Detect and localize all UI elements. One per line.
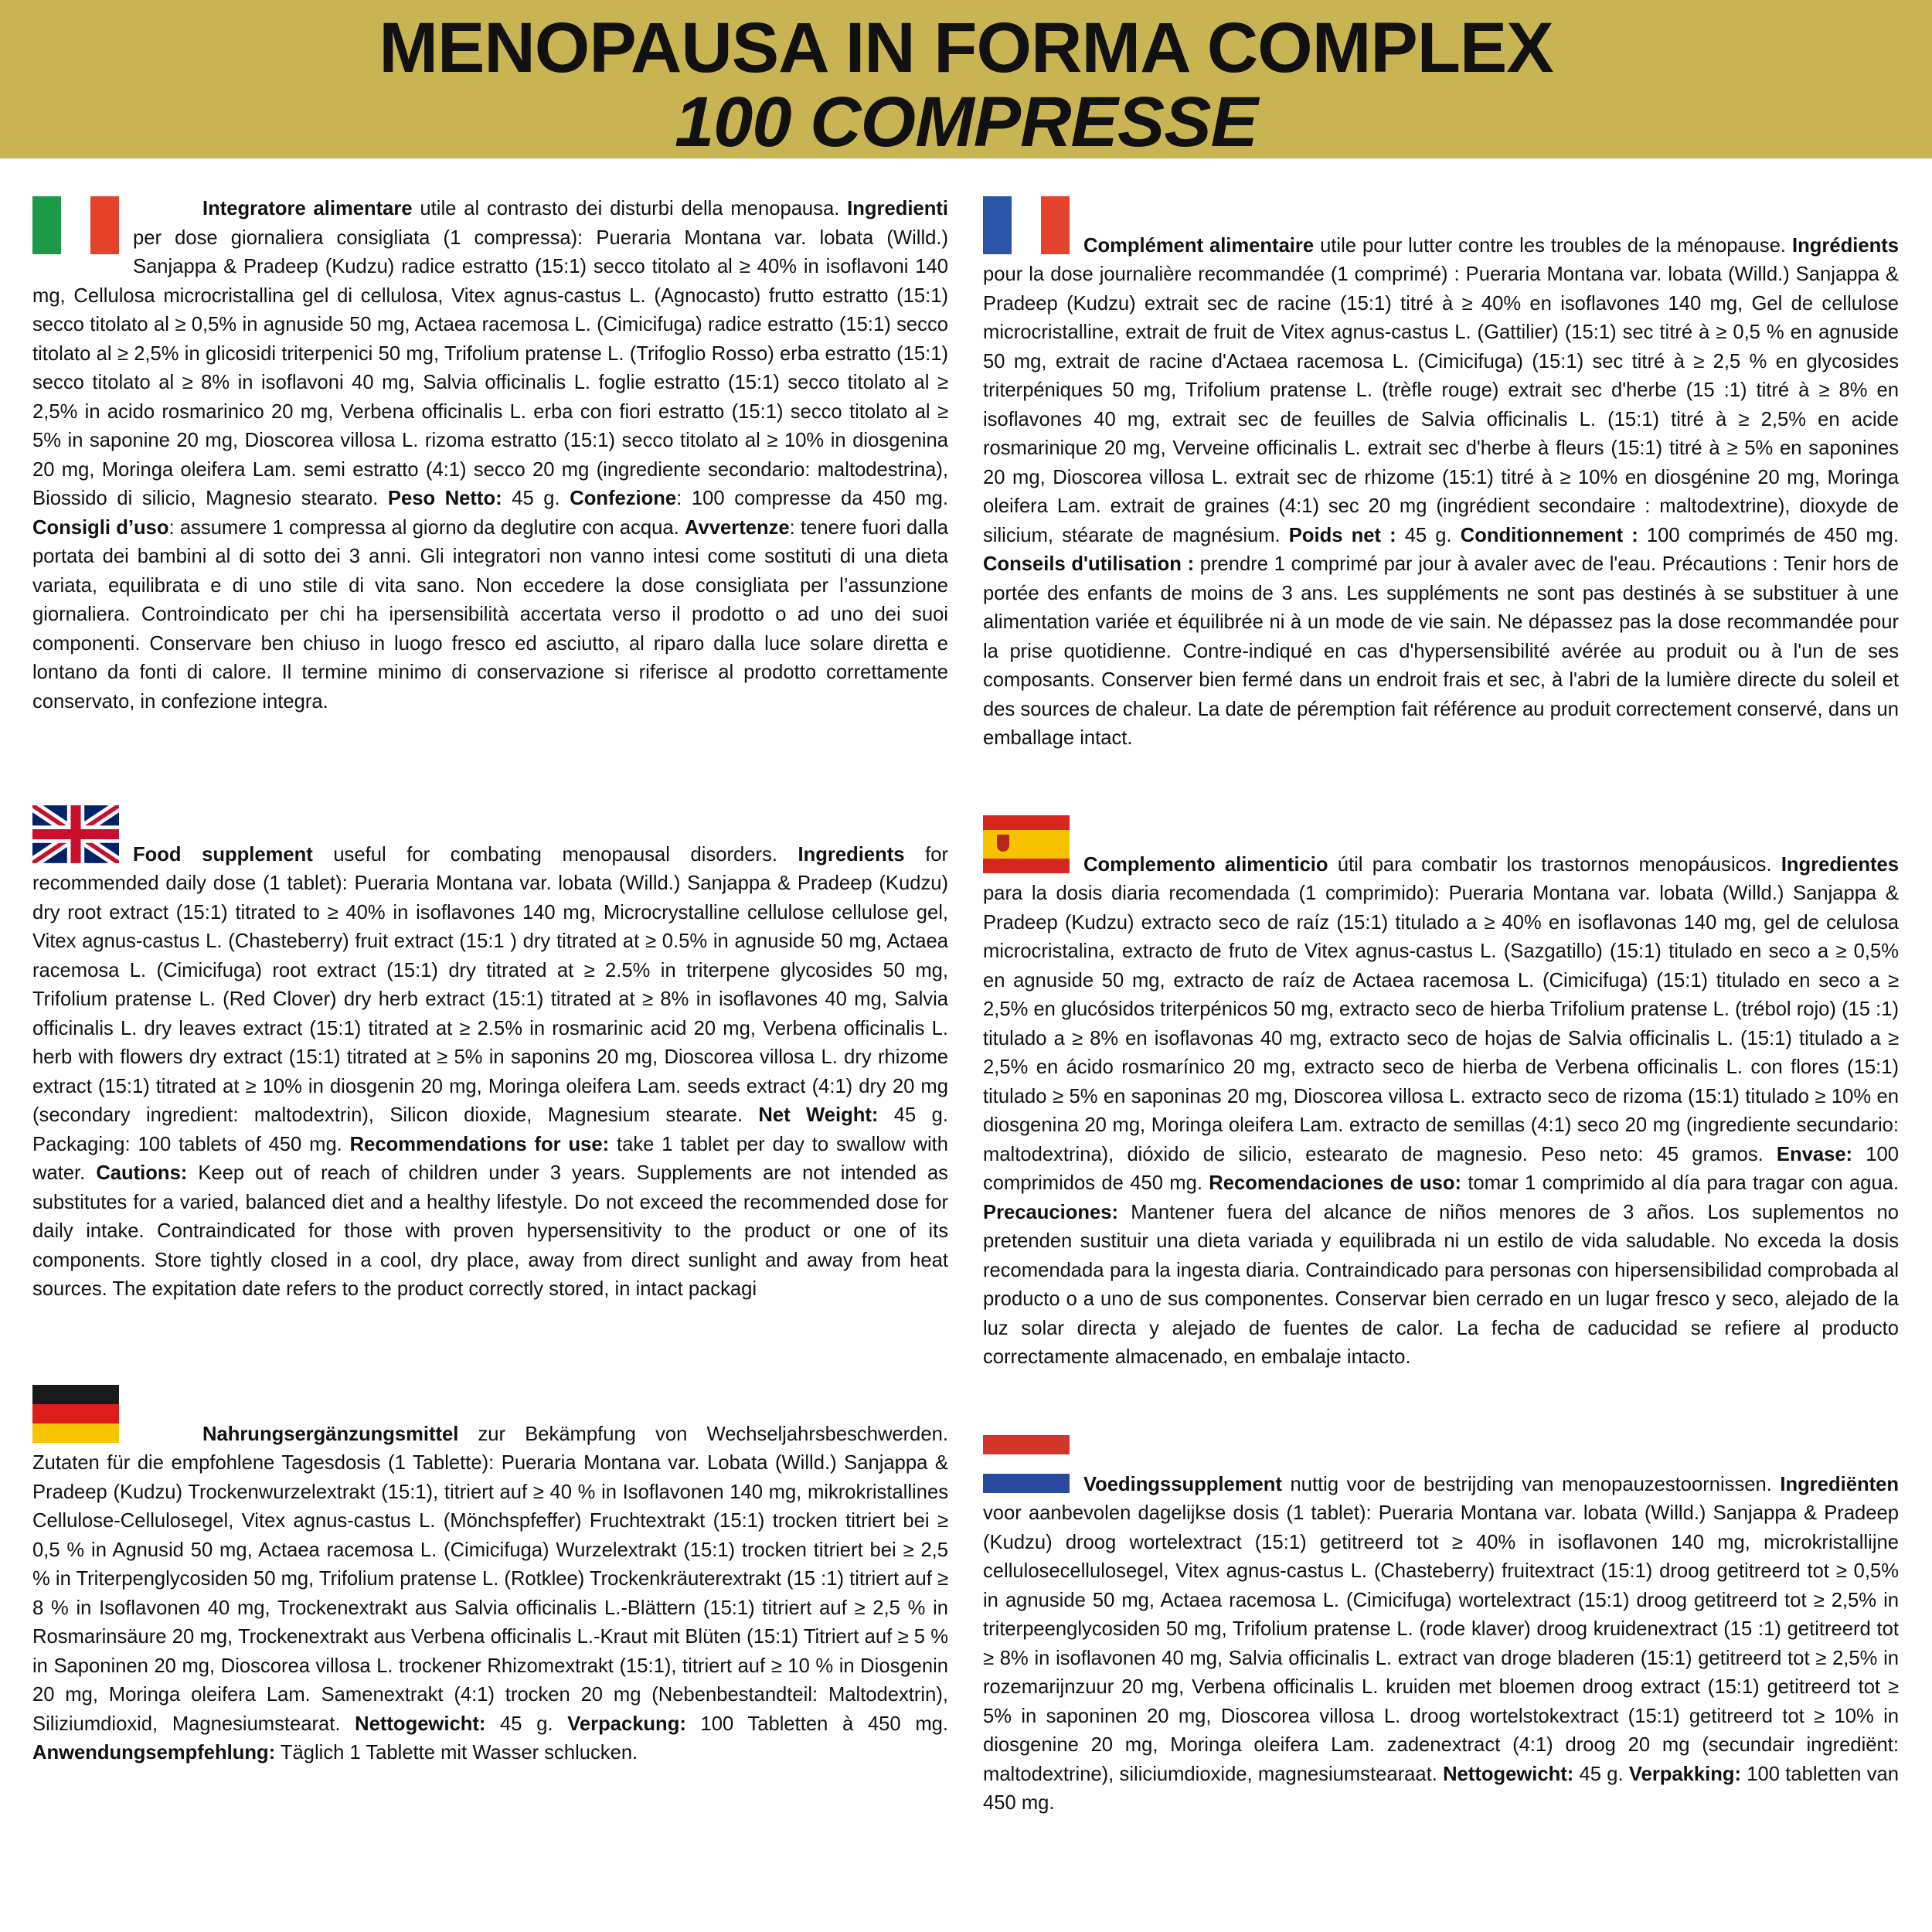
title-banner (0, 0, 1932, 162)
uk-flag-icon (32, 805, 119, 863)
product-subtitle: 100 COMPRESSE (675, 83, 1257, 162)
product-title: MENOPAUSA IN FORMA COMPLEX (379, 9, 1553, 87)
section-dutch: Voedingssupplement nuttig voor de bestrijding van menopauzestoornissen. Ingrediënten voor aanbevolen dagelijkse dosis (1 tablet): Pueraria Montana var. lobata (Willd.) Sanjappa & Pradeep (Kudzu) droog wortelextract (15:1) getitreerd tot ≥ 40% in isoflavonen 140 mg, microkristallijne cellulosecellulosegel, Vitex agnus-castus L. (Chasteberry) fruitextract (15:1) droog getitreerd tot ≥ 0,5% in agnuside 50 mg, Actaea racemosa L. (Cimicifuga) wortelextract (15:1) droog getitreerd tot ≥ 2,5% in triterpeenglycosiden 50 mg, Trifolium pratense L. (rode klaver) droog kruidenextract (15 :1) getitreerd tot ≥ 8% in isoflavonen 40 mg, Salvia officinalis L. extract van droge bladeren (15:1) getitreerd tot ≥ 2,5% in rozemarijnzuur 20 mg, Verbena officinalis L. kruiden met bloemen droog extract (15:1) getitreerd tot ≥ 5% in saponinen 20 mg, Dioscorea villosa L. droog wortelstokextract (15:1) getitreerd tot ≥ 10% in diosgenine 20 mg, Moringa oleifera Lam. zadenextract (4:1) droog 20 mg (secundair ingrediënt: maltodextrine), siliciumdioxide, magnesiumstearaat. Nettogewicht: 45 g. Verpakking: 100 tabletten van 450 mg. (983, 1434, 1899, 1818)
france-flag-icon (983, 196, 1070, 254)
italy-flag-icon (32, 196, 119, 254)
netherlands-flag-icon (983, 1435, 1070, 1493)
section-spanish: Complemento alimenticio útil para combatir los trastornos menopáusicos. Ingredientes para la dosis diaria recomendada (1 comprimido): Pueraria Montana var. lobata (Willd.) Sanjappa & Pradeep (Kudzu) extracto seco de raíz (15:1) titulado a ≥ 40% en isoflavonas 140 mg, gel de celulosa microcristalina, extracto de fruto de Vitex agnus-castus L. (Sazgatillo) (15:1) titulado en seco a ≥ 0,5% en agnuside 50 mg, extracto de raíz de Actaea racemosa L. (Cimicifuga) (15:1) titulado en seco a ≥ 2,5% en glucósidos triterpénicos 50 mg, extracto seco de hierba Trifolium pratense L. (trébol rojo) (15 :1) titulado a ≥ 8% en isoflavonas 40 mg, extracto seco de hojas de Salvia officinalis L. (15:1) titulado a ≥ 2,5% en ácido rosmarínico 20 mg, extracto seco de hierba de Verbena officinalis L. con flores (15:1) titulado ≥ 5% en saponinas 20 mg, Dioscorea villosa L. extracto seco de rizoma (15:1) titulado ≥ 10% en diosgenina 20 mg, Moringa oleifera Lam. extracto de semillas (4:1) seco 20 mg (ingrediente secundario: maltodextrina), dióxido de silicio, estearato de magnesio. Peso neto: 45 gramos. Envase: 100 comprimidos de 450 mg. Recomendaciones de uso: tomar 1 comprimido al día para tragar con agua. Precauciones: Mantener fuera del alcance de niños menores de 3 años. Los suplementos no pretenden sustituir una dieta variada y equilibrada ni un estilo de vida saludable. No exceda la dosis recomendada para la ingesta diaria. Contraindicado para personas con hipersensibilidad comprobada al producto o a uno de sus componentes. Conservar bien cerrado en un lugar fresco y seco, alejado de la luz solar directa y alejado de fuentes de calor. La fecha de caducidad se refiere al producto correctamente almacenado, en embalaje intacto. (983, 814, 1899, 1372)
germany-flag-icon (32, 1385, 119, 1443)
section-german: Nahrungsergänzungsmittel zur Bekämpfung von Wechseljahrsbeschwerden. Zutaten für die empfohlene Tagesdosis (1 Tablette): Pueraria Montana var. Lobata (Willd.) Sanjappa & Pradeep (Kudzu) Trockenwurzelextrakt (15:1), titriert auf ≥ 40 % in Isoflavonen 140 mg, mikrokristallines Cellulose-Cellulosegel, Vitex agnus-castus L. (Mönchspfeffer) Fruchtextrakt (15:1) trocken titriert bei ≥ 0,5 % in Agnusid 50 mg, Actaea racemosa L. (Cimicifuga) Wurzelextrakt (15:1) trocken titriert bei ≥ 2,5 % in Triterpenglycosiden 50 mg, Trifolium pratense L. (Rotklee) Trockenkräuterextrakt (15 :1) titriert auf ≥ 8 % in Isoflavonen 40 mg, Trockenextrakt aus Salvia officinalis L.-Blättern (15:1) titriert auf ≥ 2,5 % in Rosmarinsäure 20 mg, Trockenextrakt aus Verbena officinalis L.-Kraut mit Blüten (15:1) Titriert auf ≥ 5 % in Saponinen 20 mg, Dioscorea villosa L. trockener Rhizomextrakt (15:1), titriert auf ≥ 10 % in Diosgenin 20 mg, Moringa oleifera Lam. Samenextrakt (4:1) trocken 20 mg (Nebenbestandteil: Maltodextrin), Siliziumdioxid, Magnesiumstearat. Nettogewicht: 45 g. Verpackung: 100 Tabletten à 450 mg. Anwendungsempfehlung: Täglich 1 Tablette mit Wasser schlucken. (32, 1383, 948, 1768)
section-english: Food supplement useful for combating menopausal disorders. Ingredients for recommended daily dose (1 tablet): Pueraria Montana var. lobata (Willd.) Sanjappa & Pradeep (Kudzu) dry root extract (15:1) titrated to ≥ 40% in isoflavones 140 mg, Microcrystalline cellulose cellulose gel, Vitex agnus-castus L. (Chasteberry) fruit extract (15:1 ) dry titrated at ≥ 0.5% in agnuside 50 mg, Actaea racemosa L. (Cimicifuga) root extract (15:1) dry titrated at ≥ 2.5% in triterpene glycosides 50 mg, Trifolium pratense L. (Red Clover) dry herb extract (15:1) titrated at ≥ 8% in isoflavones 40 mg, Salvia officinalis L. dry leaves extract (15:1) titrated at ≥ 2.5% in rosmarinic acid 20 mg, Verbena officinalis L. herb with flowers dry extract (15:1) titrated at ≥ 5% in saponins 20 mg, Dioscorea villosa L. dry rhizome extract (15:1) titrated at ≥ 10% in diosgenin 20 mg, Moringa oleifera Lam. seeds extract (4:1) dry 20 mg (secondary ingredient: maltodextrin), Silicon dioxide, Magnesium stearate. Net Weight: 45 g. Packaging: 100 tablets of 450 mg. Recommendations for use: take 1 tablet per day to swallow with water. Cautions: Keep out of reach of children under 3 years. Supplements are not intended as substitutes for a varied, balanced diet and a healthy lifestyle. Do not exceed the recommended dose for daily intake. Contraindicated for those with proven hypersensitivity to the product or one of its components. Store tightly closed in a cool, dry place, away from direct sunlight and away from heat sources. The expitation date refers to the product correctly stored, in intact packagi (32, 804, 948, 1304)
section-french: Complément alimentaire utile pour lutter contre les troubles de la ménopause. Ingrédients pour la dose journalière recommandée (1 comprimé) : Pueraria Montana var. lobata (Willd.) Sanjappa & Pradeep (Kudzu) extrait sec de racine (15:1) titré à ≥ 40% en isoflavones 140 mg, Gel de cellulose microcristalline, extrait de fruit de Vitex agnus-castus L. (Gattilier) (15:1) sec titré à ≥ 0,5 % en agnuside 50 mg, extrait de racine d'Actaea racemosa L. (Cimicifuga) (15:1) sec titré à ≥ 2,5 % en glycosides triterpéniques 50 mg, Trifolium pratense L. (trèfle rouge) extrait sec d'herbe (15 :1) titré à ≥ 8% en isoflavones 40 mg, extrait sec de feuilles de Salvia officinalis L. (15:1) titré à ≥ 2,5% en acide rosmarinique 20 mg, Verveine officinalis L. extrait sec d'herbe à fleurs (15:1) titré à ≥ 5% en saponines 20 mg, Dioscorea villosa L. extrait sec de rhizome (15:1) titré à ≥ 10% en diosgénine 20 mg, Moringa oleifera Lam. extrait de graines (4:1) sec 20 mg (ingrédient secondaire : maltodextrine), dioxyde de silicium, stéarate de magnésium. Poids net : 45 g. Conditionnement : 100 comprimés de 450 mg. Conseils d'utilisation : prendre 1 comprimé par jour à avaler avec de l'eau. Précautions : Tenir hors de portée des enfants de moins de 3 ans. Les suppléments ne sont pas destinés à se substituer à une alimentation variée et équilibrée ni à un mode de vie sain. Ne dépassez pas la dose recommandée pour la prise quotidienne. Contre-indiqué en cas d'hypersensibilité avérée au produit ou à l'un de ses composants. Conserver bien fermé dans un endroit frais et sec, à l'abri de la lumière directe du soleil et des sources de chaleur. La date de péremption fait référence au produit correctement conservé, dans un emballage intact. (983, 195, 1899, 753)
spain-flag-icon (983, 815, 1070, 873)
intro-bold: Integratore alimentare (202, 198, 413, 219)
section-italian: Integratore alimentare utile al contrasto dei disturbi della menopausa. Ingredienti per dose giornaliera consigliata (1 compressa): Pueraria Montana var. lobata (Willd.) Sanjappa & Pradeep (Kudzu) radice estratto (15:1) secco titolato al ≥ 40% in isoflavoni 140 mg, Cellulosa microcristallina gel di cellulosa, Vitex agnus-castus L. (Agnocasto) frutto estratto (15:1) secco titolato al ≥ 0,5% in agnuside 50 mg, Actaea racemosa L. (Cimicifuga) radice estratto (15:1) secco titolato al ≥ 2,5% in glicosidi triterpenici 50 mg, Trifolium pratense L. (Trifoglio Rosso) erba estratto (15:1) secco titolato al ≥ 8% in isoflavoni 40 mg, Salvia officinalis L. foglie estratto (15:1) secco titolato al ≥ 2,5% in acido rosmarinico 20 mg, Verbena officinalis L. erba con fiori estratto (15:1) secco titolato al ≥ 5% in saponine 20 mg, Dioscorea villosa L. rizoma estratto (15:1) secco titolato al ≥ 10% in diosgenina 20 mg, Moringa oleifera Lam. semi estratto (4:1) secco 20 mg (ingrediente secondario: maltodestrina), Biossido di silicio, Magnesio stearato. Peso Netto: 45 g. Confezione: 100 compresse da 450 mg. Consigli d’uso: assumere 1 compressa al giorno da deglutire con acqua. Avvertenze: tenere fuori dalla portata dei bambini al di sotto dei 3 anni. Gli integratori non vanno intesi come sostituti di una dieta variata, equilibrata e di uno stile di vita sano. Non eccedere la dose consigliata per l’assunzione giornaliera. Controindicato per chi ha ipersensibilità accertata verso il prodotto o ad uno dei suoi componenti. Conservare ben chiuso in luogo fresco ed asciutto, al riparo dalla luce solare diretta e lontano da fonti di calore. Il termine minimo di conservazione si riferisce al prodotto correttamente conservato, in confezione integra. (32, 198, 949, 713)
spain-coat-of-arms-icon (997, 835, 1009, 852)
